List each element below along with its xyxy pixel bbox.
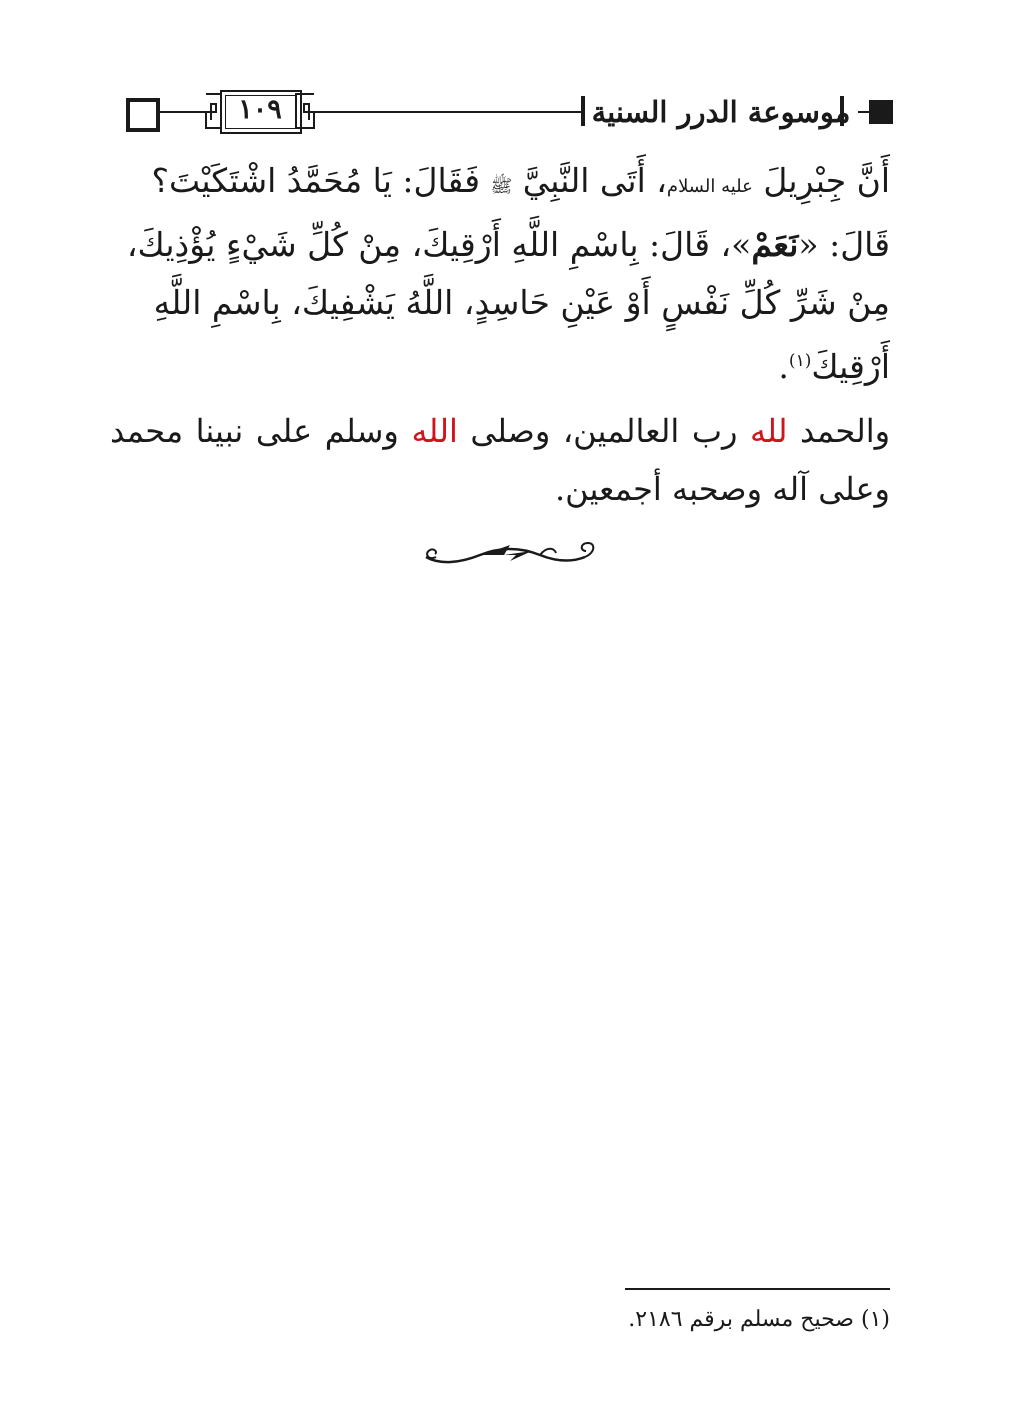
text-segment: وسلم على نبينا محمد وعلى آله وصحبه أجمعين. <box>110 412 890 508</box>
text-segment: والحمد <box>800 412 891 450</box>
bold-word: نَعَمْ <box>751 225 799 264</box>
footnote-reference[interactable]: (١) <box>788 351 812 371</box>
text-segment: . <box>778 347 789 386</box>
hadith-paragraph <box>110 152 890 396</box>
book-title-calligraphy: موسوعة الدرر السنية <box>591 95 851 129</box>
page-header <box>118 88 893 148</box>
page-number-frame <box>204 90 316 132</box>
honorific-peace: عليه السلام <box>666 176 753 197</box>
text-segment: ، أَتَى النَّبِيَّ <box>522 161 667 200</box>
text-segment: فَقَالَ: يَا مُحَمَّدُ اشْتَكَيْتَ؟ <box>151 161 481 200</box>
text-segment: مِنْ شَرِّ كُلِّ نَفْسٍ أَوْ عَيْنِ حَاسِدٍ، اللَّهُ يَشْفِيكَ، بِاسْمِ اللَّهِ <box>153 283 890 322</box>
text-segment: »، قَالَ: بِاسْمِ اللَّهِ أَرْقِيكَ، مِنْ كُلِّ شَيْءٍ يُؤْذِيكَ، <box>126 225 752 264</box>
text-segment: رب العالمين، وصلى <box>470 412 738 450</box>
text-segment: أَرْقِيكَ <box>811 347 890 386</box>
divine-name-red: الله <box>411 412 458 450</box>
closing-paragraph <box>110 402 890 518</box>
hadith-line-4 <box>110 332 890 396</box>
honorific-salawat: ﷺ <box>490 176 513 197</box>
page-number: ١٠٩ <box>238 94 282 125</box>
hadith-line-2 <box>110 216 890 274</box>
section-end-ornament-icon <box>420 535 600 573</box>
hadith-line-3 <box>110 274 890 332</box>
divine-name-red: لله <box>749 412 788 450</box>
text-segment: قَالَ: « <box>798 225 890 264</box>
header-rule-middle <box>314 111 584 113</box>
footnote-separator <box>625 1288 890 1290</box>
text-segment: أَنَّ جِبْرِيلَ <box>763 161 890 200</box>
header-divider-bar <box>581 96 585 126</box>
header-square-outline-icon <box>126 98 160 132</box>
hadith-line-1 <box>110 152 890 216</box>
header-square-filled-icon <box>869 100 893 124</box>
footnote-text: (١) صحيح مسلم برقم ٢١٨٦. <box>628 1307 890 1332</box>
fret-ornament-right-icon <box>294 90 316 132</box>
